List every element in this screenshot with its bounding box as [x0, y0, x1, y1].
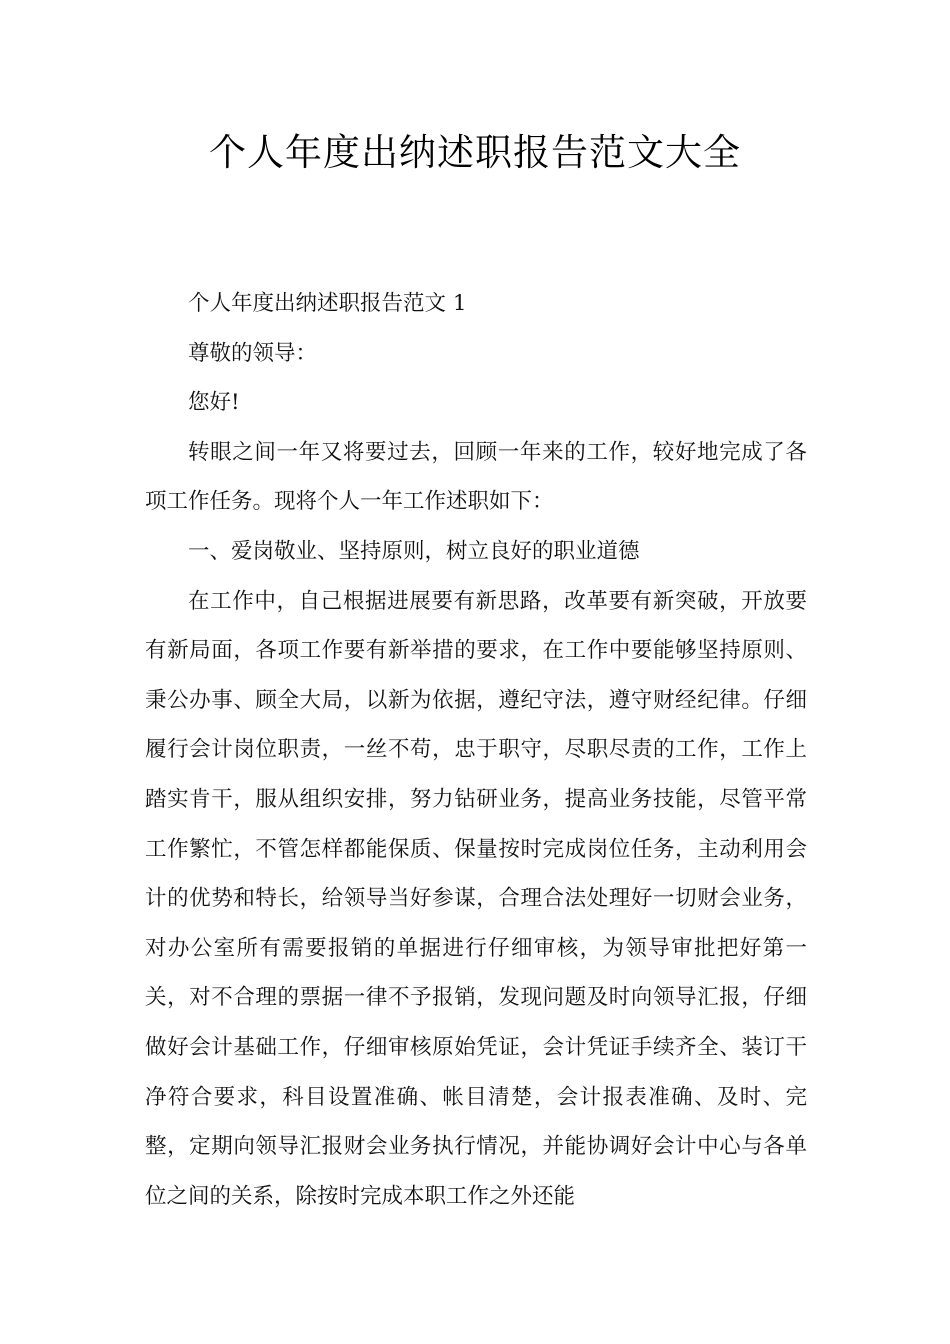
paragraph-section-body: 在工作中，自己根据进展要有新思路，改革要有新突破，开放要有新局面，各项工作要有新举措的要求，在工作中要能够坚持原则、秉公办事、顾全大局，以新为依据，遵纪守法，遵守财经纪律。仔细履行会计岗位职责，一丝不苟，忠于职守，尽职尽责的工作，工作上踏实肯干，服从组织安排，努力钻研业务，提高业务技能，尽管平常工作繁忙，不管怎样都能保质、保量按时完成岗位任务，主动利用会计的优势和特长，给领导当好参谋，合理合法处理好一切财会业务，对办公室所有需要报销的单据进行仔细审核，为领导审批把好第一关，对不合理的票据一律不予报销，发现问题及时向领导汇报，仔细做好会计基础工作，仔细审核原始凭证，会计凭证手续齐全、装订干净符合要求，科目设置准确、帐目清楚，会计报表准确、及时、完整，定期向领导汇报财会业务执行情况，并能协调好会计中心与各单位之间的关系，除按时完成本职工作之外还能 — [145, 588, 807, 1209]
paragraph-greeting: 您好! — [188, 390, 240, 416]
paragraph-heading: 个人年度出纳述职报告范文 1 — [188, 291, 467, 316]
paragraph-section-heading: 一、爱岗敬业、坚持原则，树立良好的职业道德 — [188, 538, 640, 564]
paragraph-intro: 转眼之间一年又将要过去，回顾一年来的工作，较好地完成了各项工作任务。现将个人一年工作述职如下： — [145, 439, 807, 515]
paragraph-salutation: 尊敬的领导： — [188, 340, 318, 366]
document-title: 个人年度出纳述职报告范文大全 — [209, 131, 741, 174]
document-body — [145, 279, 807, 1221]
